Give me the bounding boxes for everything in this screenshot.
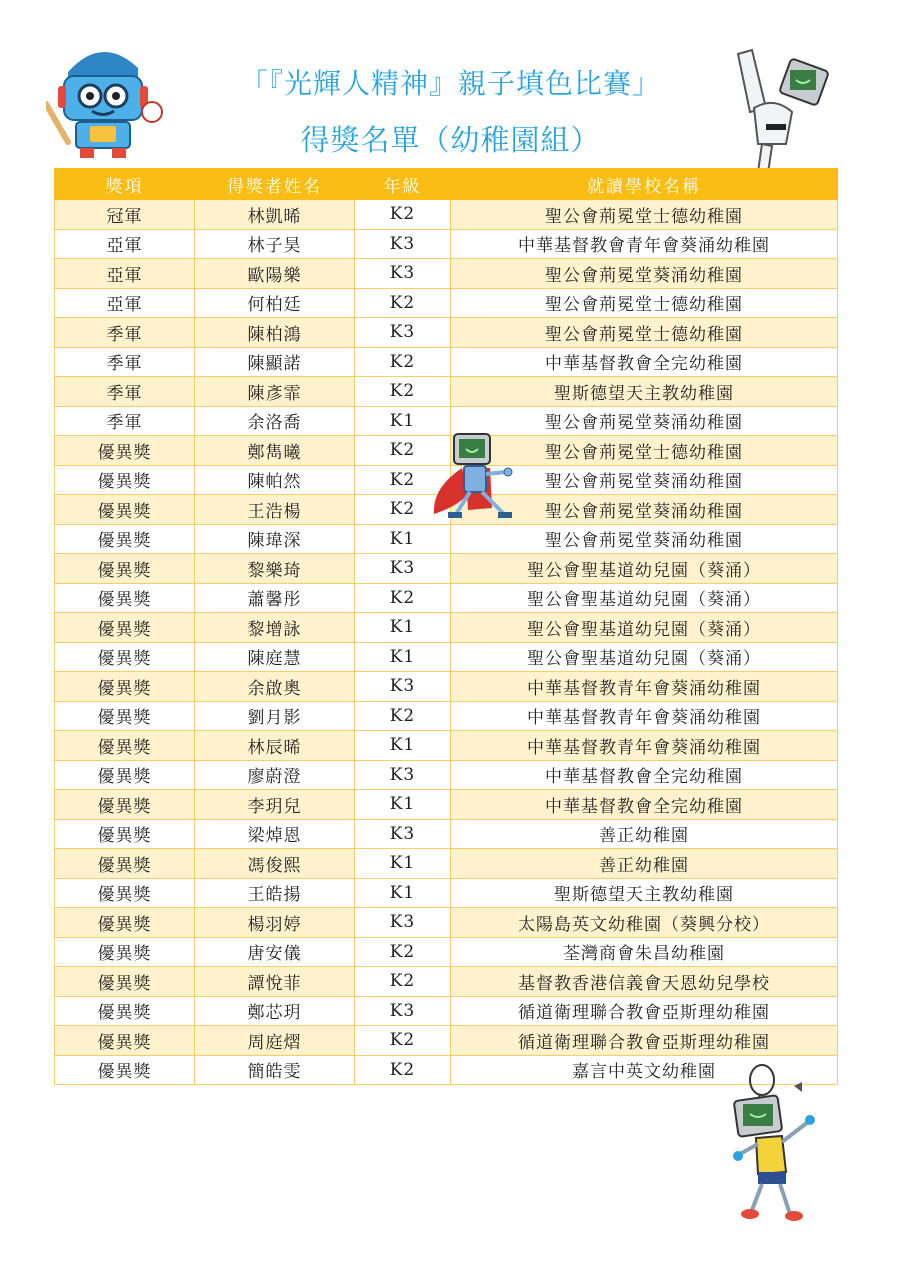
grade-cell: K1 — [355, 406, 451, 436]
winner-name-cell: 李玥兒 — [195, 790, 355, 820]
award-cell: 優異獎 — [55, 1026, 195, 1056]
award-cell: 季軍 — [55, 377, 195, 407]
column-header-name: 得獎者姓名 — [195, 169, 355, 200]
winner-name-cell: 鄭雋曦 — [195, 436, 355, 466]
award-cell: 亞軍 — [55, 259, 195, 289]
winner-name-cell: 陳柏鴻 — [195, 318, 355, 348]
award-cell: 優異獎 — [55, 642, 195, 672]
winner-name-cell: 林子昊 — [195, 229, 355, 259]
grade-cell: K2 — [355, 200, 451, 230]
table-row — [55, 1026, 838, 1056]
school-name-cell: 聖公會荊冕堂士德幼稚園 — [451, 436, 838, 466]
table-row — [55, 318, 838, 348]
school-name-cell: 中華基督教會青年會葵涌幼稚園 — [451, 229, 838, 259]
grade-cell: K2 — [355, 347, 451, 377]
winner-name-cell: 陳帕然 — [195, 465, 355, 495]
grade-cell: K1 — [355, 878, 451, 908]
school-name-cell: 聖公會荊冕堂士德幼稚園 — [451, 200, 838, 230]
winner-name-cell: 鄭芯玥 — [195, 996, 355, 1026]
grade-cell: K2 — [355, 288, 451, 318]
grade-cell: K3 — [355, 760, 451, 790]
table-row — [55, 583, 838, 613]
award-cell: 優異獎 — [55, 554, 195, 584]
winner-name-cell: 歐陽樂 — [195, 259, 355, 289]
award-cell: 季軍 — [55, 318, 195, 348]
table-row — [55, 672, 838, 702]
grade-cell: K2 — [355, 583, 451, 613]
school-name-cell: 聖公會荊冕堂葵涌幼稚園 — [451, 406, 838, 436]
awards-table — [54, 168, 838, 1085]
award-cell: 季軍 — [55, 406, 195, 436]
table-row — [55, 288, 838, 318]
grade-cell: K2 — [355, 377, 451, 407]
award-cell: 優異獎 — [55, 731, 195, 761]
column-header-grade: 年級 — [355, 169, 451, 200]
table-row — [55, 819, 838, 849]
school-name-cell: 聖公會荊冕堂葵涌幼稚園 — [451, 524, 838, 554]
award-cell: 優異獎 — [55, 1055, 195, 1085]
school-name-cell: 聖斯德望天主教幼稚園 — [451, 878, 838, 908]
award-cell: 優異獎 — [55, 583, 195, 613]
winner-name-cell: 陳瑋深 — [195, 524, 355, 554]
table-row — [55, 347, 838, 377]
winner-name-cell: 何柏廷 — [195, 288, 355, 318]
table-row — [55, 878, 838, 908]
school-name-cell: 善正幼稚園 — [451, 819, 838, 849]
table-row — [55, 908, 838, 938]
grade-cell: K1 — [355, 849, 451, 879]
winner-name-cell: 唐安儀 — [195, 937, 355, 967]
award-cell: 優異獎 — [55, 849, 195, 879]
grade-cell: K2 — [355, 967, 451, 997]
school-name-cell: 聖公會荊冕堂士德幼稚園 — [451, 318, 838, 348]
school-name-cell: 中華基督教青年會葵涌幼稚園 — [451, 672, 838, 702]
grade-cell: K3 — [355, 819, 451, 849]
grade-cell: K3 — [355, 672, 451, 702]
award-cell: 優異獎 — [55, 436, 195, 466]
table-row — [55, 790, 838, 820]
table-header-row — [55, 169, 838, 200]
school-name-cell: 太陽島英文幼稚園（葵興分校） — [451, 908, 838, 938]
table-row — [55, 1055, 838, 1085]
column-header-award: 獎項 — [55, 169, 195, 200]
award-cell: 優異獎 — [55, 701, 195, 731]
school-name-cell: 善正幼稚園 — [451, 849, 838, 879]
winner-name-cell: 陳庭慧 — [195, 642, 355, 672]
winner-name-cell: 譚悅菲 — [195, 967, 355, 997]
grade-cell: K3 — [355, 908, 451, 938]
school-name-cell: 荃灣商會朱昌幼稚園 — [451, 937, 838, 967]
school-name-cell: 基督教香港信義會天恩幼兒學校 — [451, 967, 838, 997]
grade-cell: K3 — [355, 554, 451, 584]
winner-name-cell: 余啟奧 — [195, 672, 355, 702]
school-name-cell: 聖公會荊冕堂葵涌幼稚園 — [451, 259, 838, 289]
school-name-cell: 聖公會聖基道幼兒園（葵涌） — [451, 583, 838, 613]
school-name-cell: 聖公會荊冕堂葵涌幼稚園 — [451, 465, 838, 495]
grade-cell: K3 — [355, 229, 451, 259]
award-cell: 季軍 — [55, 347, 195, 377]
winner-name-cell: 楊羽婷 — [195, 908, 355, 938]
winner-name-cell: 馮俊熙 — [195, 849, 355, 879]
table-row — [55, 524, 838, 554]
grade-cell: K1 — [355, 524, 451, 554]
table-row — [55, 731, 838, 761]
award-cell: 優異獎 — [55, 996, 195, 1026]
table-row — [55, 642, 838, 672]
grade-cell: K3 — [355, 259, 451, 289]
winner-name-cell: 劉月影 — [195, 701, 355, 731]
table-row — [55, 259, 838, 289]
column-header-school: 就讀學校名稱 — [451, 169, 838, 200]
award-cell: 優異獎 — [55, 613, 195, 643]
school-name-cell: 中華基督教會全完幼稚園 — [451, 347, 838, 377]
winner-name-cell: 陳彥霏 — [195, 377, 355, 407]
award-cell: 優異獎 — [55, 524, 195, 554]
grade-cell: K2 — [355, 436, 451, 466]
winner-name-cell: 陳顯諾 — [195, 347, 355, 377]
table-row — [55, 937, 838, 967]
table-row — [55, 996, 838, 1026]
grade-cell: K1 — [355, 642, 451, 672]
grade-cell: K1 — [355, 790, 451, 820]
table-row — [55, 377, 838, 407]
robot-superhero-cape-icon — [428, 428, 528, 524]
table-row — [55, 554, 838, 584]
winner-name-cell: 廖蔚澄 — [195, 760, 355, 790]
grade-cell: K1 — [355, 613, 451, 643]
winner-name-cell: 林辰晞 — [195, 731, 355, 761]
school-name-cell: 聖斯德望天主教幼稚園 — [451, 377, 838, 407]
table-row — [55, 760, 838, 790]
award-cell: 優異獎 — [55, 760, 195, 790]
winner-name-cell: 黎增詠 — [195, 613, 355, 643]
winner-name-cell: 黎樂琦 — [195, 554, 355, 584]
school-name-cell: 聖公會聖基道幼兒園（葵涌） — [451, 642, 838, 672]
award-cell: 優異獎 — [55, 967, 195, 997]
grade-cell: K2 — [355, 495, 451, 525]
award-cell: 優異獎 — [55, 878, 195, 908]
winner-name-cell: 王浩楊 — [195, 495, 355, 525]
page-title: 「『光輝人精神』親子填色比賽」 — [239, 67, 661, 100]
winner-name-cell: 蕭馨彤 — [195, 583, 355, 613]
award-cell: 優異獎 — [55, 495, 195, 525]
table-row — [55, 967, 838, 997]
grade-cell: K3 — [355, 318, 451, 348]
winner-name-cell: 林凱晞 — [195, 200, 355, 230]
table-row — [55, 229, 838, 259]
school-name-cell: 中華基督教會全完幼稚園 — [451, 790, 838, 820]
grade-cell: K2 — [355, 465, 451, 495]
school-name-cell: 聖公會聖基道幼兒園（葵涌） — [451, 554, 838, 584]
table-row — [55, 613, 838, 643]
award-cell: 優異獎 — [55, 908, 195, 938]
grade-cell: K2 — [355, 937, 451, 967]
winner-name-cell: 梁焯恩 — [195, 819, 355, 849]
award-cell: 優異獎 — [55, 819, 195, 849]
award-cell: 優異獎 — [55, 672, 195, 702]
table-row — [55, 701, 838, 731]
winner-name-cell: 王皓揚 — [195, 878, 355, 908]
school-name-cell: 聖公會荊冕堂士德幼稚園 — [451, 288, 838, 318]
winner-name-cell: 周庭熠 — [195, 1026, 355, 1056]
robot-baseball-icon — [46, 38, 170, 162]
table-row — [55, 849, 838, 879]
school-name-cell: 聖公會荊冕堂葵涌幼稚園 — [451, 495, 838, 525]
award-cell: 亞軍 — [55, 288, 195, 318]
award-rows — [55, 200, 838, 1085]
grade-cell: K3 — [355, 996, 451, 1026]
robot-badminton-icon — [728, 1064, 828, 1224]
page-subtitle: 得獎名單（幼稚園組） — [300, 123, 601, 157]
table-row — [55, 200, 838, 230]
award-cell: 冠軍 — [55, 200, 195, 230]
school-name-cell: 中華基督教會全完幼稚園 — [451, 760, 838, 790]
school-name-cell: 循道衛理聯合教會亞斯理幼稚園 — [451, 996, 838, 1026]
grade-cell: K1 — [355, 731, 451, 761]
grade-cell: K2 — [355, 701, 451, 731]
grade-cell: K2 — [355, 1026, 451, 1056]
award-cell: 亞軍 — [55, 229, 195, 259]
award-cell: 優異獎 — [55, 937, 195, 967]
winner-name-cell: 余洛喬 — [195, 406, 355, 436]
school-name-cell: 嘉言中英文幼稚園 — [451, 1055, 838, 1085]
award-cell: 優異獎 — [55, 790, 195, 820]
school-name-cell: 循道衛理聯合教會亞斯理幼稚園 — [451, 1026, 838, 1056]
school-name-cell: 中華基督教青年會葵涌幼稚園 — [451, 701, 838, 731]
winner-name-cell: 簡皓雯 — [195, 1055, 355, 1085]
school-name-cell: 中華基督教青年會葵涌幼稚園 — [451, 731, 838, 761]
award-cell: 優異獎 — [55, 465, 195, 495]
school-name-cell: 聖公會聖基道幼兒園（葵涌） — [451, 613, 838, 643]
grade-cell: K2 — [355, 1055, 451, 1085]
